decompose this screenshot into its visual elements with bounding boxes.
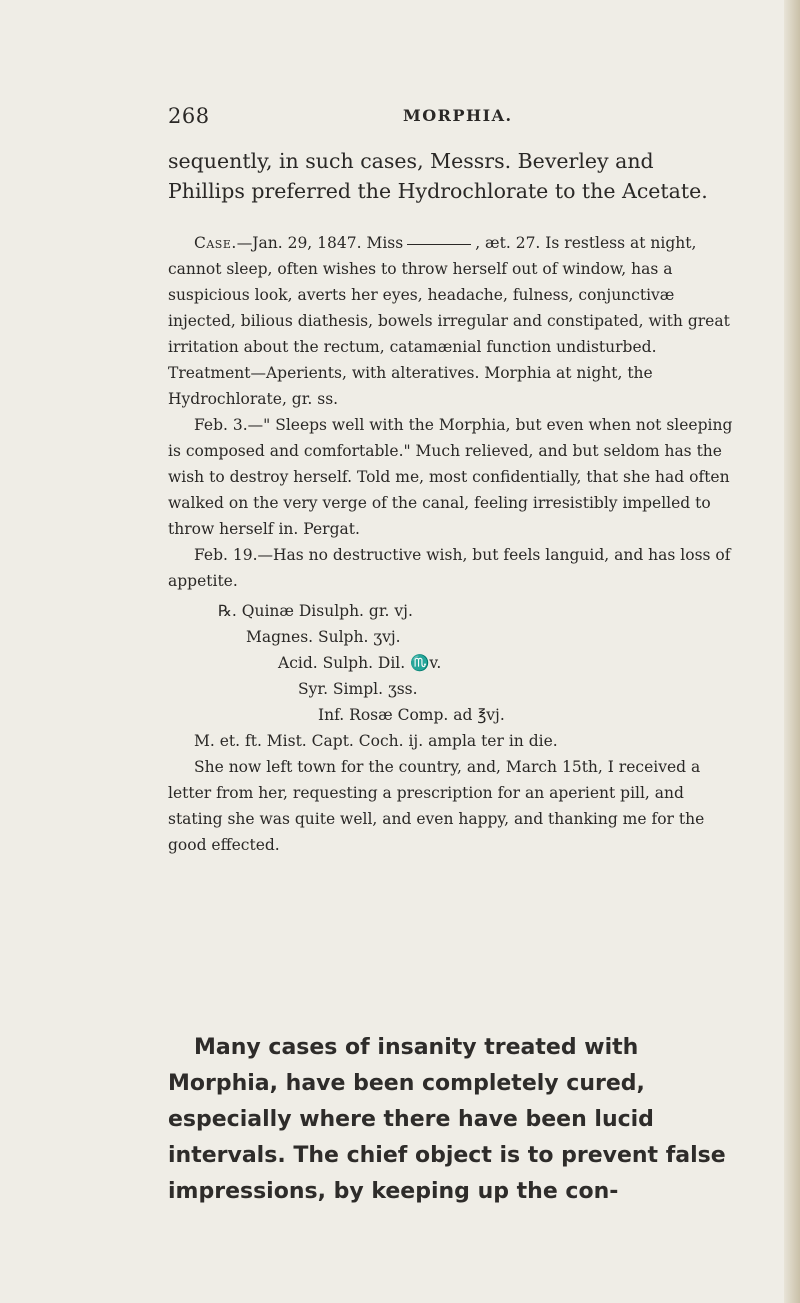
prescription-line: Acid. Sulph. Dil. ♏v.	[278, 654, 442, 672]
prescription-line: Syr. Simpl. ʒss.	[298, 680, 418, 698]
prescription	[168, 598, 734, 754]
case-description: , æt. 27. Is restless at night, cannot sleep, often wishes to throw herself out of window, has a suspicious look, averts her eyes, headache, fulness, conjunctivæ injected, bilious diathesis, bowels irregular and constipated, with great irritation about the rectum, catamænial function undisturbed. Treatment—Aperients, with alteratives. Morphia at night, the Hydrochlorate, gr. ss.	[168, 234, 730, 408]
prescription-line: Magnes. Sulph. ʒvj.	[246, 628, 401, 646]
case-paragraph	[168, 230, 734, 412]
page-edge-shadow	[784, 0, 800, 1303]
closing-paragraph: Many cases of insanity treated with Morphia, have been completely cured, especially where there have been lucid intervals. The chief object is to prevent false impressions, by keeping up the con-	[168, 1035, 726, 1204]
lead-paragraph-block	[168, 146, 734, 206]
entry-feb-19: Feb. 19.—Has no destructive wish, but feels languid, and has loss of appetite.	[168, 546, 731, 590]
running-title: MORPHIA.	[403, 106, 513, 125]
case-report	[168, 230, 734, 858]
prescription-line: ℞. Quinæ Disulph. gr. vj.	[218, 602, 413, 620]
case-intro: —Jan. 29, 1847. Miss	[236, 234, 404, 252]
entry-feb-3: Feb. 3.—" Sleeps well with the Morphia, but even when not sleeping is composed and comfortable." Much relieved, and but seldom has the wish to destroy herself. Told me, most confidentially, that she had often walked on the very verge of the canal, feeling irresistibly impelled to throw herself in. Pergat.	[168, 416, 733, 538]
page-header	[168, 104, 728, 134]
follow-up-paragraph: She now left town for the country, and, March 15th, I received a letter from her, requesting a prescription for an aperient pill, and stating she was quite well, and even happy, and thanking me for the good effected.	[168, 758, 705, 854]
lead-paragraph: sequently, in such cases, Messrs. Beverley and Phillips preferred the Hydrochlorate to the Acetate.	[168, 149, 708, 203]
closing-paragraph-block	[168, 1030, 734, 1210]
page-number: 268	[168, 104, 210, 128]
name-redaction-line	[407, 244, 471, 245]
prescription-line: Inf. Rosæ Comp. ad ℥vj.	[318, 706, 505, 724]
prescription-line: M. et. ft. Mist. Capt. Coch. ij. ampla ter in die.	[194, 732, 558, 750]
case-label: Case.	[194, 234, 237, 252]
